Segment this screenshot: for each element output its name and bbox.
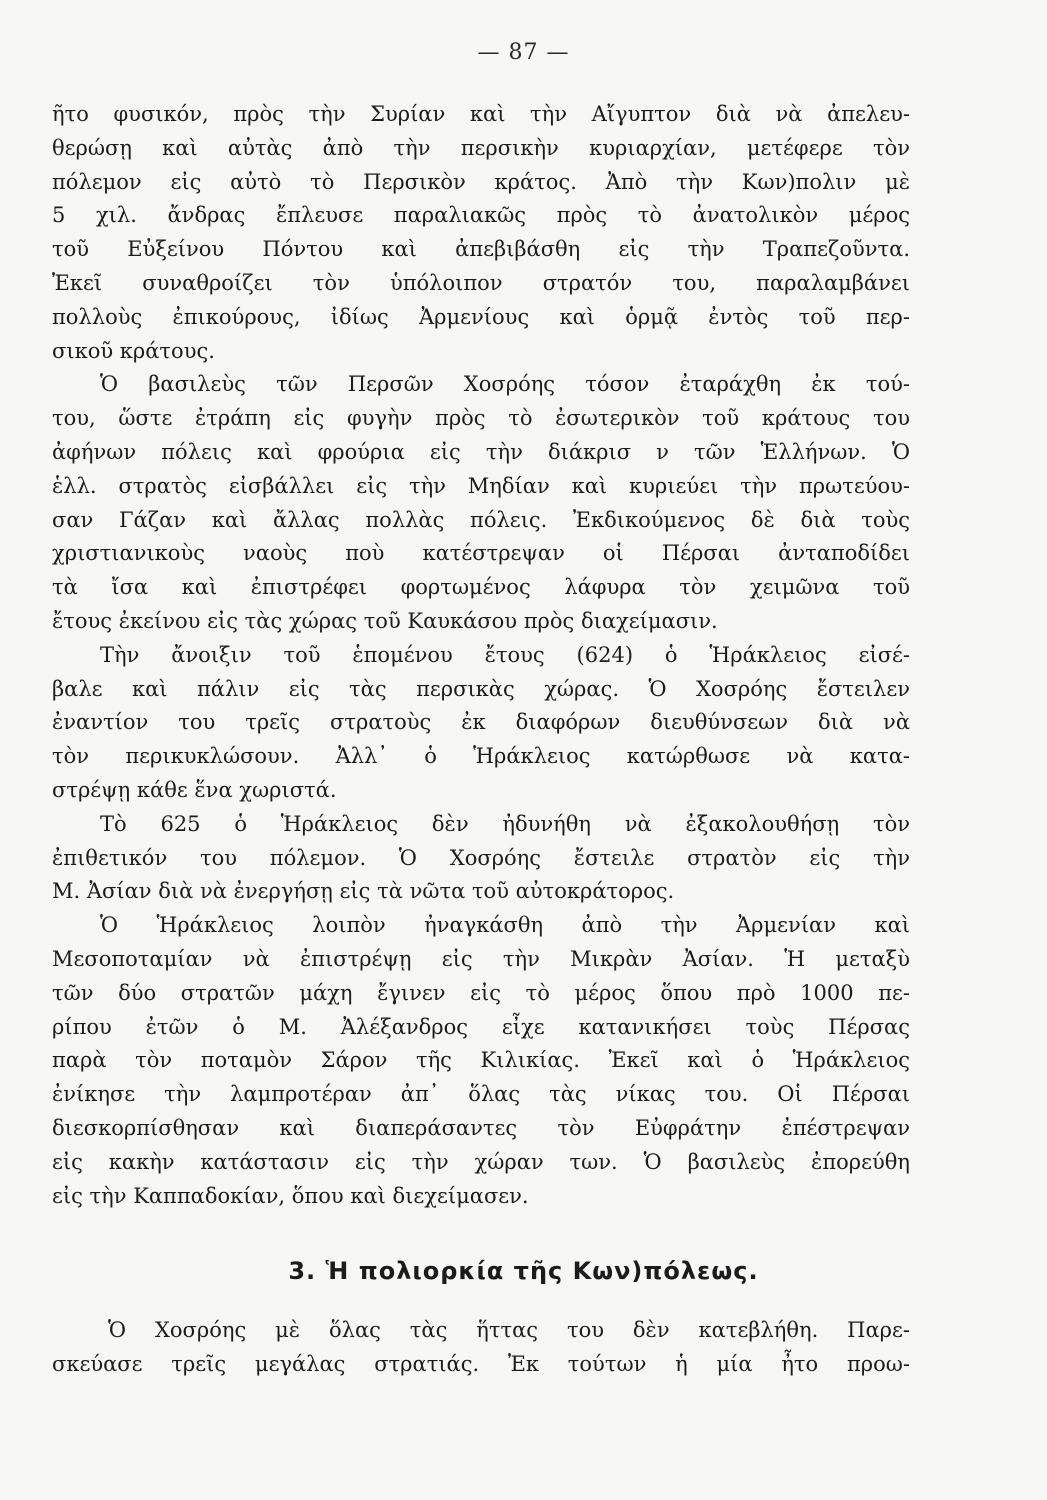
paragraph-1	[52, 98, 910, 368]
text-line: ἀφήνων πόλεις καὶ φρούρια εἰς τὴν διάκρισ ν τῶν Ἑλλήνων. Ὁ	[52, 439, 910, 464]
text-line: βαλε καὶ πάλιν εἰς τὰς περσικὰς χώρας. Ὁ Χοσρόης ἔστειλεν	[52, 676, 910, 701]
paragraph-4	[52, 808, 910, 909]
text-line: ρίπου ἐτῶν ὁ Μ. Ἀλέξανδρος εἶχε κατανικήσει τοὺς Πέρσας	[52, 1014, 910, 1039]
paragraph-5	[52, 909, 910, 1213]
text-line: εἰς τὴν Καππαδοκίαν, ὅπου καὶ διεχείμασεν.	[52, 1183, 529, 1208]
text-line: Ὁ Ἡράκλειος λοιπὸν ἠναγκάσθη ἀπὸ τὴν Ἀρμενίαν καὶ	[100, 913, 910, 938]
text-line: Ὁ βασιλεὺς τῶν Περσῶν Χοσρόης τόσον ἐταράχθη ἐκ τού-	[100, 372, 910, 397]
body-text	[52, 98, 910, 1213]
text-line: Μεσοποταμίαν νὰ ἐπιστρέψῃ εἰς τὴν Μικρὰν Ἀσίαν. Ἡ μεταξὺ	[52, 946, 910, 971]
text-line: Ἐκεῖ συναθροίζει τὸν ὑπόλοιπον στρατόν του, παραλαμβάνει	[52, 270, 910, 295]
text-line: ῆτο φυσικόν, πρὸς τὴν Συρίαν καὶ τὴν Αἴγυπτον διὰ νὰ ἀπελευ-	[52, 102, 910, 126]
section-body-text	[52, 1314, 910, 1382]
text-line: τὰ ἴσα καὶ ἐπιστρέφει φορτωμένος λάφυρα τὸν χειμῶνα τοῦ	[52, 575, 910, 600]
text-line: τῶν δύο στρατῶν μάχη ἔγινεν εἰς τὸ μέρος ὅπου πρὸ 1000 πε-	[52, 980, 910, 1005]
text-line: ἔτους ἐκείνου εἰς τὰς χώρας τοῦ Καυκάσου πρὸς διαχείμασιν.	[52, 608, 718, 633]
text-line: ἑλλ. στρατὸς εἰσβάλλει εἰς τὴν Μηδίαν καὶ κυριεύει τὴν πρωτεύου-	[52, 473, 910, 498]
text-line: Τὸ 625 ὁ Ἡράκλειος δὲν ἠδυνήθη νὰ ἐξακολουθήσῃ τὸν	[100, 811, 910, 836]
text-line: του, ὥστε ἐτράπη εἰς φυγὴν πρὸς τὸ ἐσωτερικὸν τοῦ κράτους του	[52, 406, 910, 431]
paragraph-2	[52, 368, 910, 638]
text-line: χριστιανικοὺς ναοὺς ποὺ κατέστρεψαν οἱ Πέρσαι ἀνταποδίδει	[52, 541, 910, 566]
text-line: παρὰ τὸν ποταμὸν Σάρον τῆς Κιλικίας. Ἐκεῖ καὶ ὁ Ἡράκλειος	[52, 1048, 910, 1073]
text-line: ἐνίκησε τὴν λαμπροτέραν ἀπ᾽ ὅλας τὰς νίκας του. Οἱ Πέρσαι	[52, 1082, 910, 1107]
text-line: θερώσῃ καὶ αὐτὰς ἀπὸ τὴν περσικὴν κυριαρχίαν, μετέφερε τὸν	[52, 135, 910, 160]
text-line: διεσκορπίσθησαν καὶ διαπεράσαντες τὸν Εὐφράτην ἐπέστρεψαν	[52, 1115, 910, 1140]
text-line: τοῦ Εὐξείνου Πόντου καὶ ἀπεβιβάσθη εἰς τὴν Τραπεζοῦντα.	[52, 237, 910, 262]
text-line: ἐπιθετικόν του πόλεμον. Ὁ Χοσρόης ἔστειλε στρατὸν εἰς τὴν	[52, 845, 910, 870]
text-line: σκεύασε τρεῖς μεγάλας στρατιάς. Ἐκ τούτων ἡ μία ἦτο προω-	[52, 1351, 910, 1376]
text-line: σαν Γάζαν καὶ ἄλλας πολλὰς πόλεις. Ἐκδικούμενος δὲ διὰ τοὺς	[52, 507, 910, 532]
text-line: τὸν περικυκλώσουν. Ἀλλ᾽ ὁ Ἡράκλειος κατώρθωσε νὰ κατα-	[52, 744, 910, 769]
text-line: ἐναντίον του τρεῖς στρατοὺς ἐκ διαφόρων διευθύνσεων διὰ νὰ	[52, 710, 910, 735]
section-heading: 3. Ἡ πολιορκία τῆς Κων)πόλεως.	[288, 1257, 759, 1285]
text-line: στρέψῃ κάθε ἕνα χωριστά.	[52, 777, 337, 802]
text-line: Ὁ Χοσρόης μὲ ὅλας τὰς ἥττας του δὲν κατεβλήθη. Παρε-	[108, 1318, 910, 1342]
text-line: εἰς κακὴν κατάστασιν εἰς τὴν χώραν των. Ὁ βασιλεὺς ἐπορεύθη	[52, 1149, 910, 1174]
text-line: πόλεμον εἰς αὐτὸ τὸ Περσικὸν κράτος. Ἀπὸ τὴν Κων)πολιν μὲ	[52, 169, 910, 194]
page-number: — 87 —	[477, 40, 570, 65]
paragraph-3	[52, 639, 910, 808]
text-line: σικοῦ κράτους.	[52, 338, 215, 363]
text-line: πολλοὺς ἐπικούρους, ἰδίως Ἀρμενίους καὶ ὁρμᾷ ἐντὸς τοῦ περ-	[52, 304, 910, 329]
text-line: Μ. Ἀσίαν διὰ νὰ ἐνεργήσῃ εἰς τὰ νῶτα τοῦ αὐτοκράτορος.	[52, 879, 675, 904]
text-line: Τὴν ἄνοιξιν τοῦ ἑπομένου ἔτους (624) ὁ Ἡράκλειος εἰσέ-	[100, 642, 910, 667]
text-line: 5 χιλ. ἄνδρας ἔπλευσε παραλιακῶς πρὸς τὸ ἀνατολικὸν μέρος	[52, 203, 910, 228]
